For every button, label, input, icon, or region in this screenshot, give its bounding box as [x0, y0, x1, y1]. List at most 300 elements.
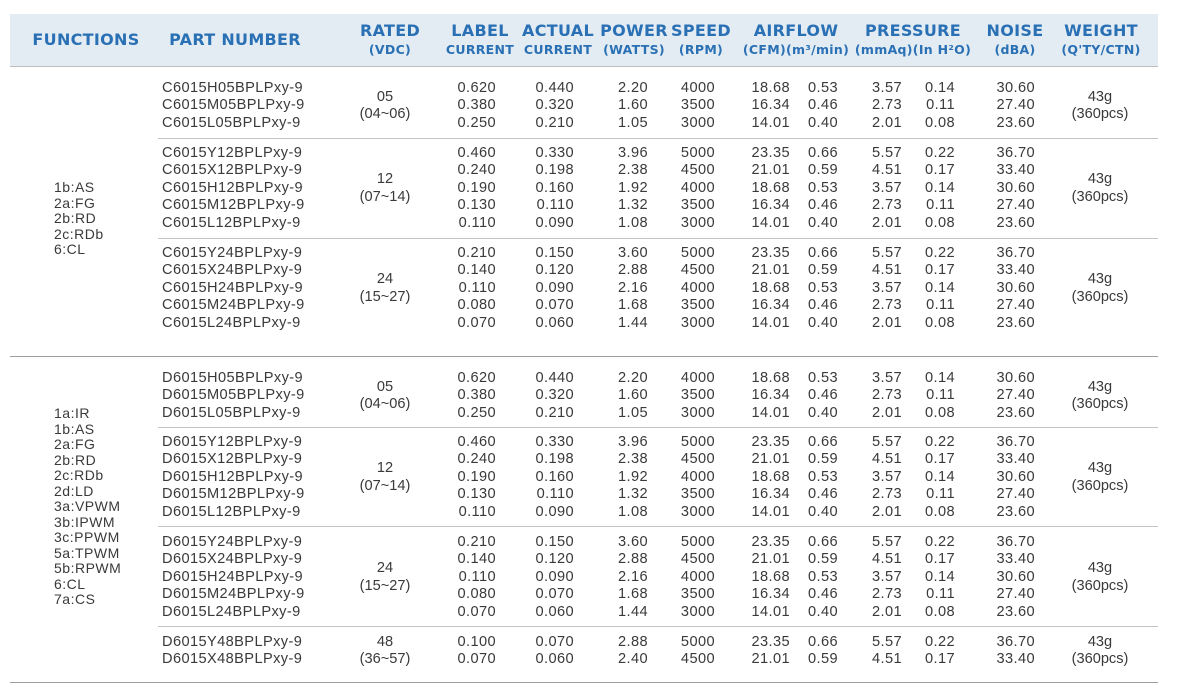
- part-number-cell: C6015H12BPLPxy-9: [162, 179, 304, 196]
- airflow-cfm-cell: 14.01: [751, 603, 790, 620]
- weight-qty: (360pcs): [1071, 577, 1129, 594]
- airflow-cfm-cell: 18.68: [751, 370, 790, 386]
- weight-qty: (360pcs): [1071, 288, 1129, 305]
- function-code: 5b:RPWM: [54, 560, 122, 576]
- voltage-range: (07~14): [359, 188, 411, 205]
- airflow-cfm-cell: 18.68: [751, 179, 790, 196]
- power-watts-cell: 1.60: [617, 97, 648, 114]
- voltage-value: 05: [376, 88, 394, 105]
- power-watts-cell: 2.20: [617, 370, 648, 386]
- airflow-cfm-cell: 23.35: [751, 245, 790, 261]
- airflow-m3min-cell: 0.53: [807, 179, 838, 196]
- label-current-cell: 0.250: [457, 404, 496, 421]
- power-watts-cell: 2.20: [617, 80, 648, 96]
- label-current-cell: 0.620: [457, 370, 496, 386]
- power-watts-cell: 2.88: [617, 551, 648, 568]
- weight-value: 43g: [1087, 88, 1113, 105]
- speed-rpm-cell: 3000: [680, 603, 715, 620]
- actual-current-cell: 0.060: [535, 603, 574, 620]
- noise-dba-cell: 30.60: [996, 279, 1035, 296]
- pressure-mmaq-cell: 2.01: [871, 314, 902, 331]
- noise-dba-cell: 30.60: [996, 568, 1035, 585]
- voltage-value: 24: [376, 271, 394, 288]
- weight-cell: [1050, 460, 1150, 495]
- weight-cell: [1050, 171, 1150, 206]
- header-weight-unit: (Q'TY/CTN): [1061, 42, 1141, 57]
- pressure-mmaq-cell: 2.01: [871, 214, 902, 231]
- airflow-m3min-cell: 0.46: [807, 97, 838, 114]
- voltage-block: [0, 80, 1177, 132]
- speed-rpm-cell: 4500: [680, 162, 715, 179]
- pressure-mmaq-cell: 3.57: [871, 468, 902, 485]
- table-row: [0, 115, 1177, 132]
- pressure-mmaq-cell: 4.51: [871, 651, 902, 668]
- pressure-inh2o-cell: 0.08: [924, 503, 955, 520]
- voltage-block: [0, 434, 1177, 521]
- part-number-cell: D6015Y12BPLPxy-9: [162, 434, 303, 450]
- block-divider: [158, 626, 1158, 627]
- airflow-cfm-cell: 16.34: [751, 586, 790, 603]
- part-number-cell: D6015X24BPLPxy-9: [162, 551, 303, 568]
- power-watts-cell: 1.08: [617, 503, 648, 520]
- airflow-m3min-cell: 0.40: [807, 314, 838, 331]
- actual-current-cell: 0.070: [535, 586, 574, 603]
- weight-value: 43g: [1087, 560, 1113, 577]
- table-row: [0, 569, 1177, 586]
- label-current-cell: 0.460: [457, 434, 496, 450]
- airflow-m3min-cell: 0.59: [807, 162, 838, 179]
- weight-value: 43g: [1087, 634, 1113, 650]
- airflow-m3min-cell: 0.46: [807, 297, 838, 314]
- weight-qty: (360pcs): [1071, 651, 1129, 668]
- actual-current-cell: 0.090: [535, 279, 574, 296]
- voltage-range: (04~06): [359, 396, 411, 413]
- pressure-inh2o-cell: 0.14: [924, 279, 955, 296]
- actual-current-cell: 0.150: [535, 534, 574, 550]
- part-number-cell: C6015Y12BPLPxy-9: [162, 145, 303, 161]
- airflow-m3min-cell: 0.59: [807, 651, 838, 668]
- pressure-mmaq-cell: 5.57: [871, 534, 902, 550]
- speed-rpm-cell: 4500: [680, 451, 715, 468]
- label-current-cell: 0.140: [457, 551, 496, 568]
- actual-current-cell: 0.320: [535, 97, 574, 114]
- noise-dba-cell: 33.40: [996, 551, 1035, 568]
- airflow-cfm-cell: 16.34: [751, 387, 790, 404]
- airflow-cfm-cell: 14.01: [751, 314, 790, 331]
- actual-current-cell: 0.320: [535, 387, 574, 404]
- actual-current-cell: 0.198: [535, 162, 574, 179]
- label-current-cell: 0.240: [457, 451, 496, 468]
- function-code: 5a:TPWM: [54, 544, 120, 561]
- pressure-mmaq-cell: 2.73: [871, 97, 902, 114]
- label-current-cell: 0.110: [458, 279, 496, 296]
- weight-value: 43g: [1087, 378, 1113, 395]
- actual-current-cell: 0.330: [535, 145, 574, 161]
- voltage-block: [0, 634, 1177, 669]
- label-current-cell: 0.190: [457, 468, 496, 485]
- airflow-cfm-cell: 16.34: [751, 197, 790, 214]
- part-number-cell: C6015L12BPLPxy-9: [162, 214, 301, 231]
- airflow-m3min-cell: 0.53: [807, 568, 838, 585]
- function-code: 3a:VPWM: [54, 498, 121, 514]
- airflow-m3min-cell: 0.66: [807, 634, 838, 650]
- part-number-cell: D6015H05BPLPxy-9: [162, 370, 304, 386]
- airflow-cfm-cell: 14.01: [751, 114, 790, 131]
- header-actual-current-unit: CURRENT: [523, 42, 593, 57]
- part-number-cell: D6015L05BPLPxy-9: [162, 404, 301, 421]
- label-current-cell: 0.110: [458, 214, 496, 231]
- label-current-cell: 0.070: [457, 603, 496, 620]
- actual-current-cell: 0.160: [535, 179, 574, 196]
- table-row: [0, 280, 1177, 297]
- header-functions: FUNCTIONS: [32, 30, 140, 49]
- table-row: [0, 534, 1177, 551]
- noise-dba-cell: 30.60: [996, 179, 1035, 196]
- function-code: 2c:RDb: [54, 225, 104, 242]
- airflow-m3min-cell: 0.53: [807, 279, 838, 296]
- airflow-cfm-cell: 21.01: [751, 451, 790, 468]
- airflow-cfm-cell: 16.34: [751, 486, 790, 503]
- airflow-m3min-cell: 0.40: [807, 404, 838, 421]
- power-watts-cell: 1.92: [617, 468, 648, 485]
- group-divider: [10, 682, 1158, 683]
- group-divider: [10, 356, 1158, 357]
- airflow-cfm-cell: 21.01: [751, 651, 790, 668]
- part-number-cell: C6015Y24BPLPxy-9: [162, 245, 303, 261]
- rated-voltage: [340, 634, 430, 669]
- pressure-mmaq-cell: 2.01: [871, 603, 902, 620]
- part-number-cell: C6015M05BPLPxy-9: [162, 97, 305, 114]
- airflow-cfm-cell: 18.68: [751, 468, 790, 485]
- rated-voltage: [340, 460, 430, 495]
- table-row: [0, 80, 1177, 97]
- airflow-cfm-cell: 21.01: [751, 551, 790, 568]
- table-row: [0, 405, 1177, 422]
- header-rated: [350, 21, 430, 59]
- weight-cell: [1050, 634, 1150, 669]
- part-number-cell: C6015M24BPLPxy-9: [162, 297, 305, 314]
- power-watts-cell: 1.05: [617, 114, 648, 131]
- part-number-cell: D6015L12BPLPxy-9: [162, 503, 301, 520]
- speed-rpm-cell: 4500: [680, 651, 715, 668]
- table-row: [0, 651, 1177, 668]
- airflow-cfm-cell: 14.01: [751, 503, 790, 520]
- pressure-mmaq-cell: 2.73: [871, 197, 902, 214]
- speed-rpm-cell: 3000: [680, 503, 715, 520]
- part-number-cell: C6015M12BPLPxy-9: [162, 197, 305, 214]
- noise-dba-cell: 36.70: [996, 434, 1035, 450]
- label-current-cell: 0.110: [458, 503, 496, 520]
- label-current-cell: 0.100: [457, 634, 496, 650]
- airflow-cfm-cell: 16.34: [751, 297, 790, 314]
- actual-current-cell: 0.210: [535, 114, 574, 131]
- noise-dba-cell: 27.40: [996, 586, 1035, 603]
- power-watts-cell: 2.88: [617, 262, 648, 279]
- voltage-range: (36~57): [359, 651, 411, 668]
- weight-value: 43g: [1087, 171, 1113, 188]
- table-row: [0, 97, 1177, 114]
- airflow-m3min-cell: 0.66: [807, 245, 838, 261]
- power-watts-cell: 1.44: [617, 603, 648, 620]
- actual-current-cell: 0.440: [535, 80, 574, 96]
- power-watts-cell: 1.32: [617, 486, 648, 503]
- pressure-mmaq-cell: 3.57: [871, 279, 902, 296]
- pressure-inh2o-cell: 0.17: [924, 551, 955, 568]
- function-code: 2d:LD: [54, 482, 94, 499]
- part-number-cell: C6015X12BPLPxy-9: [162, 162, 303, 179]
- header-actual-current: [518, 21, 598, 59]
- table-row: [0, 434, 1177, 451]
- speed-rpm-cell: 4000: [680, 279, 715, 296]
- table-row: [0, 315, 1177, 332]
- airflow-cfm-cell: 14.01: [751, 214, 790, 231]
- table-row: [0, 586, 1177, 603]
- power-watts-cell: 3.96: [617, 434, 648, 450]
- table-row: [0, 262, 1177, 279]
- weight-qty: (360pcs): [1071, 396, 1129, 413]
- noise-dba-cell: 30.60: [996, 370, 1035, 386]
- speed-rpm-cell: 4500: [680, 551, 715, 568]
- function-code: 1a:IR: [54, 405, 90, 421]
- pressure-inh2o-cell: 0.17: [924, 651, 955, 668]
- weight-qty: (360pcs): [1071, 188, 1129, 205]
- power-watts-cell: 2.38: [617, 162, 648, 179]
- function-code: 2a:FG: [54, 436, 96, 452]
- header-rated-unit: (VDC): [368, 42, 412, 57]
- table-row: [0, 245, 1177, 262]
- pressure-mmaq-cell: 5.57: [871, 245, 902, 261]
- voltage-value: 05: [376, 378, 394, 395]
- voltage-value: 12: [376, 171, 394, 188]
- noise-dba-cell: 30.60: [996, 468, 1035, 485]
- actual-current-cell: 0.210: [535, 404, 574, 421]
- airflow-m3min-cell: 0.46: [807, 586, 838, 603]
- block-divider: [158, 427, 1158, 428]
- voltage-block: [0, 145, 1177, 232]
- pressure-mmaq-cell: 3.57: [871, 80, 902, 96]
- airflow-cfm-cell: 21.01: [751, 262, 790, 279]
- table-row: [0, 297, 1177, 314]
- speed-rpm-cell: 4000: [680, 568, 715, 585]
- actual-current-cell: 0.198: [535, 451, 574, 468]
- pressure-mmaq-cell: 2.73: [871, 586, 902, 603]
- noise-dba-cell: 36.70: [996, 634, 1035, 650]
- part-number-cell: D6015L24BPLPxy-9: [162, 603, 301, 620]
- part-number-cell: C6015X24BPLPxy-9: [162, 262, 303, 279]
- voltage-value: 24: [376, 560, 394, 577]
- function-code: 2c:RDb: [54, 467, 104, 483]
- label-current-cell: 0.620: [457, 80, 496, 96]
- pressure-mmaq-cell: 3.57: [871, 370, 902, 386]
- noise-dba-cell: 23.60: [996, 214, 1035, 231]
- noise-dba-cell: 27.40: [996, 97, 1035, 114]
- table-row: [0, 145, 1177, 162]
- noise-dba-cell: 36.70: [996, 245, 1035, 261]
- voltage-range: (07~14): [359, 477, 411, 494]
- actual-current-cell: 0.070: [535, 297, 574, 314]
- speed-rpm-cell: 3000: [680, 314, 715, 331]
- noise-dba-cell: 23.60: [996, 114, 1035, 131]
- noise-dba-cell: 23.60: [996, 404, 1035, 421]
- pressure-inh2o-cell: 0.11: [926, 486, 955, 503]
- actual-current-cell: 0.110: [536, 197, 574, 214]
- table-row: [0, 504, 1177, 521]
- header-power-unit: (WATTS): [603, 42, 665, 57]
- pressure-inh2o-cell: 0.11: [926, 586, 955, 603]
- pressure-inh2o-cell: 0.08: [924, 314, 955, 331]
- header-noise-unit: (dBA): [994, 42, 1036, 57]
- voltage-range: (04~06): [359, 106, 411, 123]
- part-number-cell: D6015Y48BPLPxy-9: [162, 634, 303, 650]
- pressure-mmaq-cell: 3.57: [871, 568, 902, 585]
- header-speed-unit: (RPM): [678, 42, 724, 57]
- function-code: 1b:AS: [54, 179, 95, 195]
- airflow-m3min-cell: 0.46: [807, 197, 838, 214]
- pressure-mmaq-cell: 4.51: [871, 262, 902, 279]
- label-current-cell: 0.080: [457, 297, 496, 314]
- airflow-cfm-cell: 23.35: [751, 434, 790, 450]
- header-label-current-title: LABEL: [451, 21, 509, 40]
- airflow-m3min-cell: 0.66: [807, 145, 838, 161]
- pressure-inh2o-cell: 0.17: [924, 262, 955, 279]
- label-current-cell: 0.210: [457, 534, 496, 550]
- pressure-inh2o-cell: 0.11: [926, 297, 955, 314]
- rated-voltage: [340, 560, 430, 595]
- voltage-value: 12: [376, 460, 394, 477]
- part-number-cell: D6015H12BPLPxy-9: [162, 468, 304, 485]
- part-number-cell: C6015H05BPLPxy-9: [162, 80, 304, 96]
- weight-value: 43g: [1087, 460, 1113, 477]
- function-code: 6:CL: [54, 575, 86, 592]
- noise-dba-cell: 33.40: [996, 162, 1035, 179]
- power-watts-cell: 1.68: [617, 586, 648, 603]
- speed-rpm-cell: 4500: [680, 262, 715, 279]
- label-current-cell: 0.130: [457, 486, 496, 503]
- pressure-inh2o-cell: 0.14: [924, 179, 955, 196]
- noise-dba-cell: 27.40: [996, 387, 1035, 404]
- weight-cell: [1050, 271, 1150, 306]
- power-watts-cell: 1.92: [617, 179, 648, 196]
- pressure-mmaq-cell: 4.51: [871, 451, 902, 468]
- function-code: 2b:RD: [54, 451, 97, 468]
- power-watts-cell: 1.32: [617, 197, 648, 214]
- airflow-cfm-cell: 23.35: [751, 145, 790, 161]
- power-watts-cell: 2.16: [617, 568, 648, 585]
- speed-rpm-cell: 5000: [680, 434, 715, 450]
- airflow-m3min-cell: 0.46: [807, 486, 838, 503]
- airflow-m3min-cell: 0.59: [807, 451, 838, 468]
- speed-rpm-cell: 3500: [680, 97, 715, 114]
- header-airflow: [736, 21, 856, 59]
- power-watts-cell: 3.60: [617, 245, 648, 261]
- airflow-m3min-cell: 0.53: [807, 468, 838, 485]
- function-code: 3c:PPWM: [54, 529, 120, 545]
- pressure-inh2o-cell: 0.22: [924, 434, 955, 450]
- part-number-cell: D6015M12BPLPxy-9: [162, 486, 305, 503]
- pressure-mmaq-cell: 3.57: [871, 179, 902, 196]
- noise-dba-cell: 23.60: [996, 603, 1035, 620]
- power-watts-cell: 1.44: [617, 314, 648, 331]
- header-label-current-unit: CURRENT: [445, 42, 515, 57]
- speed-rpm-cell: 5000: [680, 145, 715, 161]
- part-number-cell: D6015M05BPLPxy-9: [162, 387, 305, 404]
- noise-dba-cell: 33.40: [996, 651, 1035, 668]
- actual-current-cell: 0.120: [535, 262, 574, 279]
- airflow-cfm-cell: 18.68: [751, 568, 790, 585]
- weight-cell: [1050, 379, 1150, 414]
- airflow-cfm-cell: 18.68: [751, 80, 790, 96]
- header-speed-title: SPEED: [671, 21, 731, 40]
- header-noise: [975, 21, 1055, 59]
- weight-cell: [1050, 89, 1150, 124]
- airflow-m3min-cell: 0.59: [807, 262, 838, 279]
- pressure-mmaq-cell: 5.57: [871, 145, 902, 161]
- pressure-inh2o-cell: 0.14: [924, 468, 955, 485]
- noise-dba-cell: 30.60: [996, 80, 1035, 96]
- label-current-cell: 0.190: [457, 179, 496, 196]
- header-actual-current-title: ACTUAL: [522, 21, 594, 40]
- speed-rpm-cell: 3000: [680, 114, 715, 131]
- function-code: 1b:AS: [54, 420, 95, 437]
- speed-rpm-cell: 5000: [680, 634, 715, 650]
- pressure-inh2o-cell: 0.08: [924, 114, 955, 131]
- pressure-inh2o-cell: 0.14: [924, 370, 955, 386]
- pressure-inh2o-cell: 0.08: [924, 404, 955, 421]
- noise-dba-cell: 33.40: [996, 262, 1035, 279]
- voltage-block: [0, 370, 1177, 422]
- noise-dba-cell: 33.40: [996, 451, 1035, 468]
- power-watts-cell: 2.40: [617, 651, 648, 668]
- noise-dba-cell: 23.60: [996, 503, 1035, 520]
- airflow-cfm-cell: 14.01: [751, 404, 790, 421]
- rated-voltage: [340, 379, 430, 414]
- pressure-inh2o-cell: 0.22: [924, 534, 955, 550]
- actual-current-cell: 0.330: [535, 434, 574, 450]
- airflow-m3min-cell: 0.53: [807, 370, 838, 386]
- header-speed: [663, 21, 739, 59]
- pressure-inh2o-cell: 0.11: [926, 387, 955, 404]
- speed-rpm-cell: 3500: [680, 297, 715, 314]
- header-weight: [1055, 21, 1147, 59]
- noise-dba-cell: 27.40: [996, 297, 1035, 314]
- speed-rpm-cell: 4000: [680, 468, 715, 485]
- label-current-cell: 0.210: [457, 245, 496, 261]
- table-row: [0, 604, 1177, 621]
- function-code: 7a:CS: [54, 591, 96, 607]
- part-number-cell: D6015H24BPLPxy-9: [162, 568, 304, 585]
- airflow-cfm-cell: 16.34: [751, 97, 790, 114]
- airflow-m3min-cell: 0.66: [807, 434, 838, 450]
- power-watts-cell: 2.16: [617, 279, 648, 296]
- voltage-range: (15~27): [359, 577, 411, 594]
- pressure-inh2o-cell: 0.22: [924, 245, 955, 261]
- label-current-cell: 0.070: [457, 651, 496, 668]
- table-row: [0, 634, 1177, 651]
- label-current-cell: 0.380: [457, 387, 496, 404]
- label-current-cell: 0.380: [457, 97, 496, 114]
- noise-dba-cell: 36.70: [996, 534, 1035, 550]
- pressure-inh2o-cell: 0.11: [926, 197, 955, 214]
- speed-rpm-cell: 3500: [680, 197, 715, 214]
- weight-qty: (360pcs): [1071, 477, 1129, 494]
- airflow-cfm-cell: 23.35: [751, 634, 790, 650]
- pressure-inh2o-cell: 0.22: [924, 634, 955, 650]
- function-code: 3b:IPWM: [54, 513, 116, 530]
- pressure-inh2o-cell: 0.08: [924, 603, 955, 620]
- part-number-cell: D6015X12BPLPxy-9: [162, 451, 303, 468]
- noise-dba-cell: 27.40: [996, 486, 1035, 503]
- pressure-mmaq-cell: 2.01: [871, 404, 902, 421]
